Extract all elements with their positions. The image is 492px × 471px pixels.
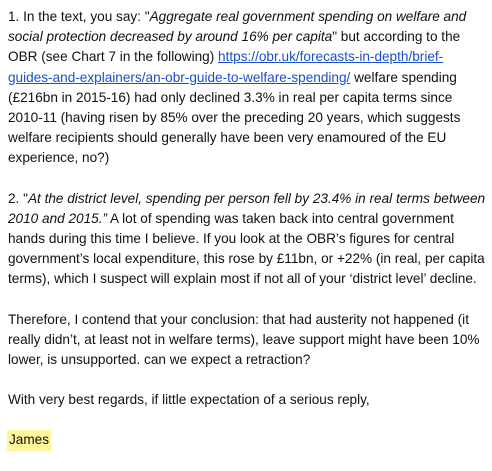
p1-tail: welfare spending (£216bn in 2015-16) had only declined 3.3% in real per capita terms since 2010-11 (having risen by 85% over the preceding 20 years, which suggests welfare recipients should generally have been very enamoured of the EU experience, no?) [8,69,461,166]
p2-tail: A lot of spending was taken back into central government hands during this time I believe. If you look at the OBR’s figures for central government’s local expenditure, this rose by £11bn, or +22% (in real, per capita terms), which I suspect will explain most if not all of your ‘district level’ decline. [8,210,485,287]
signature-name: James [7,430,51,450]
p1-quote: Aggregate real government spending on welfare and social protection decreased by around 16% per capita [8,9,467,45]
signature-line [8,430,486,450]
p1-lead: 1. In the text, you say: " [8,9,150,24]
obr-guide-link[interactable]: https://obr.uk/forecasts-in-depth/brief-guides-and-explainers/an-obr-guide-to-welfare-spending/ [8,49,444,85]
p2-lead: 2. " [8,190,28,206]
paragraph-3: Therefore, I contend that your conclusion: that had austerity not happened (it really didn’t, at least not in welfare terms), leave support might have been 10% lower, is unsupported. can we expect a retraction? [8,311,480,368]
p1-mid: " but according to the OBR (see Chart 7 in the following) [8,29,461,65]
p2-quote: At the district level, spending per person fell by 23.4% in real terms between 2010 and 2015.” [8,190,486,226]
email-body [8,7,486,471]
paragraph-2 [8,189,486,290]
paragraph-1 [8,7,486,169]
closing-line: With very best regards, if little expectation of a serious reply, [8,392,370,408]
